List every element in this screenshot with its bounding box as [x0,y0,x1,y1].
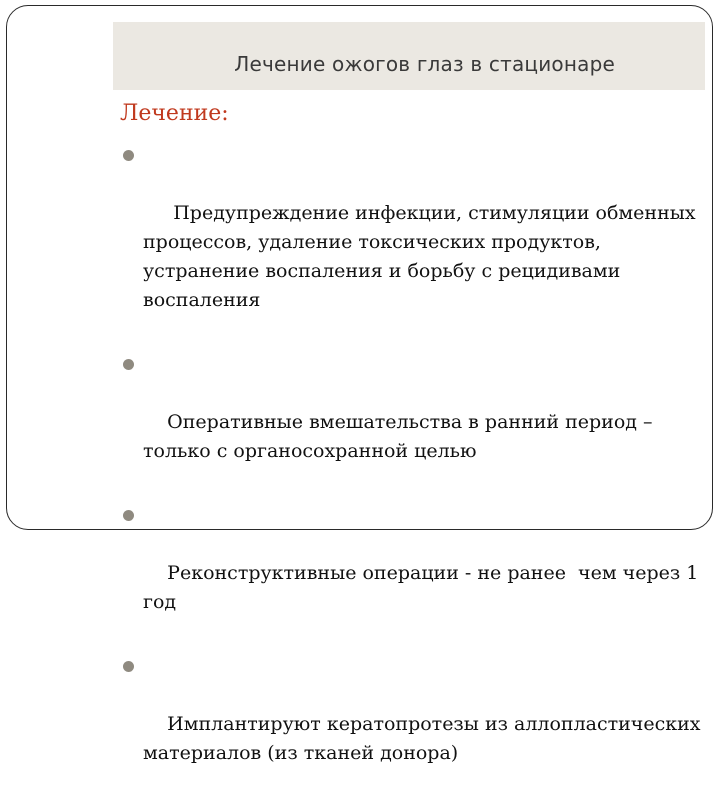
bullet-item [121,350,706,495]
title-band [113,22,705,90]
bullet-text: Предупреждение инфекции, стимуляции обменных процессов, удаление токсических продуктов, устранение воспаления и борьбу с рецидивами воспаления [143,202,702,311]
bullet-dot-icon [123,661,134,672]
slide-title: Лечение ожогов глаз в стационаре [234,52,615,76]
bullet-list [121,141,706,803]
bullet-dot-icon [123,359,134,370]
bullet-dot-icon [123,510,134,521]
bullet-item [121,501,706,646]
bullet-item [121,141,706,344]
bullet-text: Имплантируют кератопротезы из аллопластических материалов (из тканей донора) [143,713,707,764]
bullet-text: Оперативные вмешательства в ранний период – только с органосохранной целью [143,411,659,462]
bullet-text: Реконструктивные операции - не ранее чем через 1 год [143,562,705,613]
section-heading: Лечение: [120,101,229,126]
bullet-item [121,652,706,797]
bullet-dot-icon [123,150,134,161]
